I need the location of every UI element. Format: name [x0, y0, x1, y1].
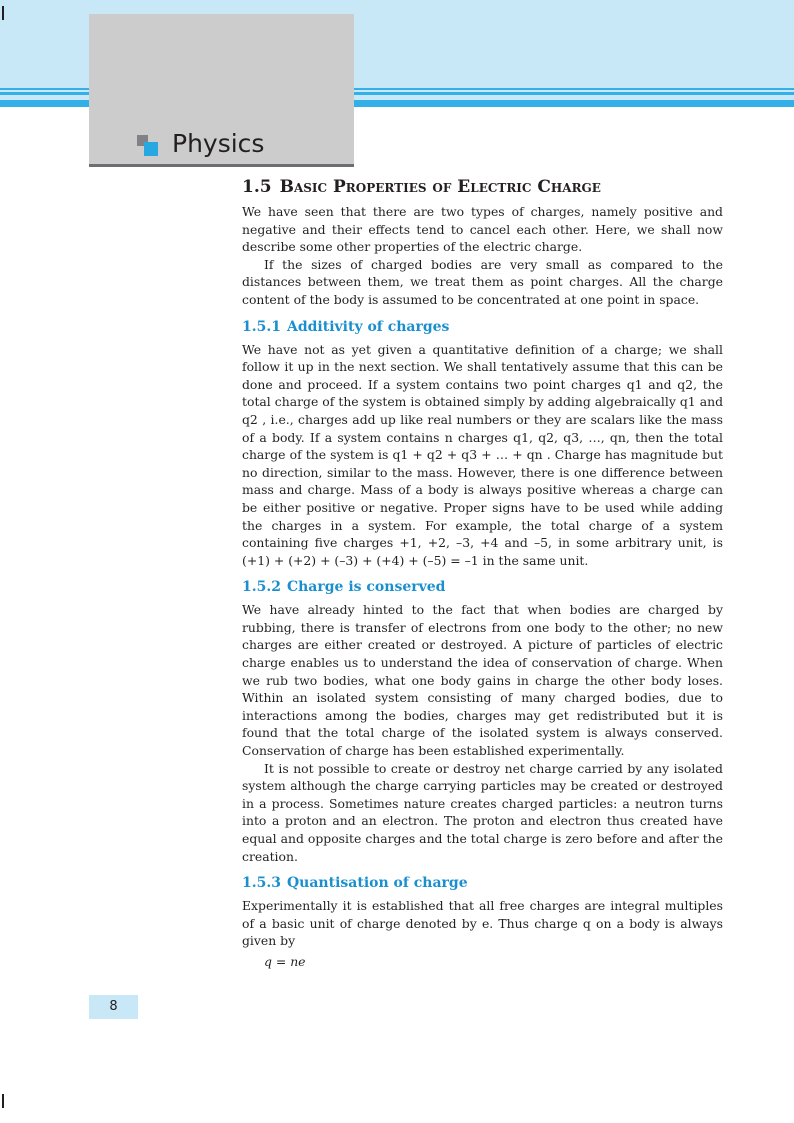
- subsection-number: 1.5.1: [242, 318, 281, 335]
- paragraph: We have already hinted to the fact that when bodies are charged by rubbing, there is transfer of electrons from one body to the other; no new charges are either created or destroyed. A picture of particles of electric charge enables us to understand the idea of conservation of charge. When we rub two bodies, what one body gains in charge the other body loses. Within an isolated system consisting of many charged bodies, due to interactions among the bodies, charges may get redistributed but it is found that the total charge of the isolated system is always conserved. Conservation of charge has been established experimentally.: [242, 602, 723, 759]
- subsection-title: Quantisation of charge: [286, 875, 468, 892]
- subsection-number: 1.5.3: [242, 875, 281, 892]
- subsection-title: Charge is conserved: [286, 579, 446, 596]
- section-title: Basic Properties of Electric Charge: [279, 177, 601, 197]
- paragraph: It is not possible to create or destroy net charge carried by any isolated system although the charge carrying particles may be created or destroyed in a process. Sometimes nature creates charged particles: a neutron turns into a proton and an electron. The proton and electron thus created have equal and opposite charges and the total charge is zero before and after the creation.: [242, 760, 723, 864]
- paragraph: If the sizes of charged bodies are very small as compared to the distances between them, we treat them as point charges. All the charge content of the body is assumed to be concentrated at one point in space.: [242, 256, 723, 307]
- subsection-heading: [242, 319, 723, 335]
- equation: q = ne: [264, 953, 306, 969]
- page-number: 8: [89, 995, 138, 1019]
- paragraph: We have seen that there are two types of charges, namely positive and negative and their effects tend to cancel each other. Here, we shall now describe some other properties of the electric charge.: [242, 204, 723, 255]
- subsection-heading: [242, 875, 723, 891]
- chapter-label: Physics: [172, 129, 265, 158]
- section-number: 1.5: [242, 177, 272, 197]
- subsection-heading: [242, 579, 723, 595]
- crop-mark-bottom: [2, 1094, 4, 1108]
- main-content: [242, 177, 723, 969]
- paragraph: We have not as yet given a quantitative definition of a charge; we shall follow it up in the next section. We shall tentatively assume that this can be done and proceed. If a system contains two point charges q1 and q2, the total charge of the system is obtained simply by adding algebraically q1 and q2 , i.e., charges add up like real numbers or they are scalars like the mass of a body. If a system contains n charges q1, q2, q3, …, qn, then the total charge of the system is q1 + q2 + q3 + … + qn . Charge has magnitude but no direction, similar to the mass. However, there is one difference between mass and charge. Mass of a body is always positive whereas a charge can be either positive or negative. Proper signs have to be used while adding the charges in a system. For example, the total charge of a system containing five charges +1, +2, –3, +4 and –5, in some arbitrary unit, is (+1) + (+2) + (–3) + (+4) + (–5) = –1 in the same unit.: [242, 341, 723, 568]
- section-heading: [242, 177, 723, 197]
- blue-square-icon: [144, 142, 158, 156]
- crop-mark-top: [2, 6, 4, 20]
- paragraph: Experimentally it is established that all free charges are integral multiples of a basic unit of charge denoted by e. Thus charge q on a body is always given by: [242, 898, 723, 949]
- subsection-number: 1.5.2: [242, 579, 281, 596]
- subsection-title: Additivity of charges: [286, 318, 450, 335]
